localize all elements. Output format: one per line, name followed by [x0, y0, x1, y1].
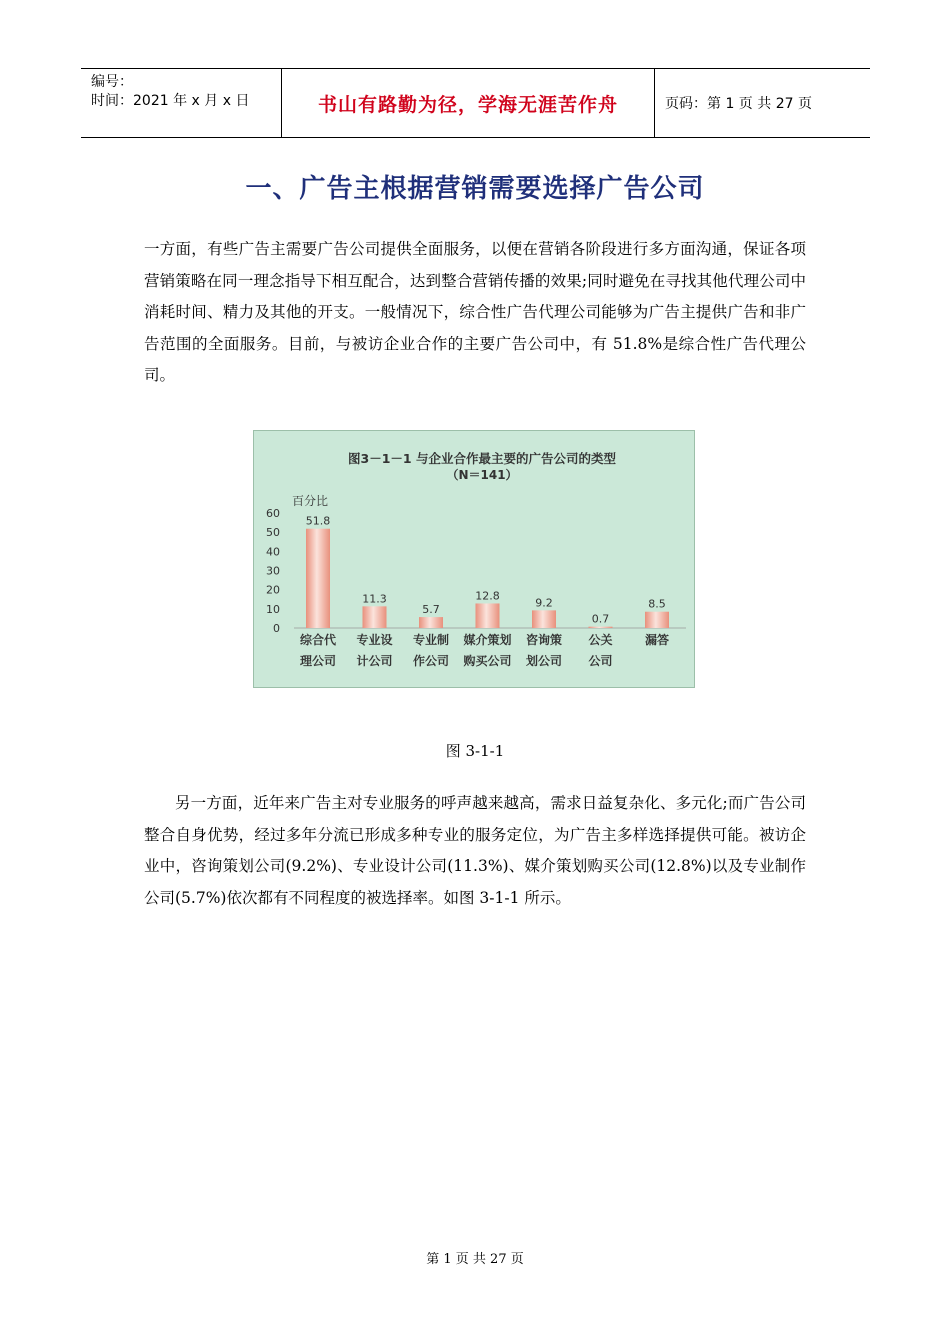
header-page-cell — [655, 69, 870, 137]
chart-title: 图3－1－1 与企业合作最主要的广告公司的类型 — [348, 451, 616, 466]
bars-group — [306, 529, 669, 628]
category-label-3-1: 购买公司 — [463, 654, 512, 668]
category-label-6-0: 漏答 — [644, 633, 670, 647]
category-label-5-1: 公司 — [588, 654, 613, 668]
y-tick-label-0: 0 — [273, 622, 280, 635]
chart-subtitle: （N＝141） — [446, 468, 518, 482]
y-axis-ticks — [266, 507, 280, 635]
bar-5 — [589, 627, 613, 628]
bar-4 — [532, 610, 556, 628]
category-label-0-1: 理公司 — [299, 654, 337, 668]
y-tick-label-2: 20 — [266, 583, 280, 597]
category-label-1-0: 专业设 — [356, 633, 393, 647]
category-label-2-1: 作公司 — [412, 654, 450, 668]
bar-2 — [419, 617, 443, 628]
bar-6 — [645, 612, 669, 628]
value-label-3: 12.8 — [475, 589, 500, 603]
bar-chart — [254, 431, 694, 687]
bar-0 — [306, 529, 330, 628]
bar-3 — [476, 603, 500, 628]
page-title: 一、广告主根据营销需要选择广告公司 — [245, 174, 705, 204]
category-label-3-0: 媒介策划 — [463, 633, 512, 647]
header-page-info: 页码：第 1 页 共 27 页 — [665, 96, 812, 112]
value-label-6: 8.5 — [648, 597, 666, 611]
header-motto: 书山有路勤为径，学海无涯苦作舟 — [317, 93, 618, 116]
y-tick-label-1: 10 — [266, 602, 280, 616]
value-label-1: 11.3 — [362, 592, 387, 606]
category-label-0-0: 综合代 — [299, 633, 337, 647]
document-date-label: 时间：2021 年 x 月 x 日 — [91, 93, 250, 109]
header-meta — [81, 69, 282, 137]
value-label-4: 9.2 — [535, 596, 553, 610]
y-tick-label-6: 60 — [266, 507, 280, 520]
page-header — [81, 68, 870, 138]
category-label-4-1: 划公司 — [525, 654, 563, 668]
page-footer: 第 1 页 共 27 页 — [426, 1252, 524, 1267]
document-number-label: 编号： — [91, 74, 133, 90]
y-tick-label-4: 40 — [266, 545, 280, 559]
category-label-2-0: 专业制 — [412, 633, 450, 647]
value-label-2: 5.7 — [422, 603, 440, 617]
y-tick-label-5: 50 — [266, 526, 280, 540]
header-motto-cell — [282, 69, 655, 137]
paragraph-1: 一方面，有些广告主需要广告公司提供全面服务，以便在营销各阶段进行多方面沟通，保证各项营销策略在同一理念指导下相互配合，达到整合营销传播的效果;同时避免在寻找其他代理公司中消耗时间、精力及其他的开支。一般情况下，综合性广告代理公司能够为广告主提供广告和非广告范围的全面服务。目前，与被访企业合作的主要广告公司中，有 51.8%是综合性广告代理公司。 — [144, 240, 806, 384]
y-tick-label-3: 30 — [266, 564, 280, 578]
paragraph-2: 另一方面，近年来广告主对专业服务的呼声越来越高，需求日益复杂化、多元化;而广告公司整合自身优势，经过多年分流已形成多种专业的服务定位，为广告主多样选择提供可能。被访企业中，咨询策划公司(9.2%)、专业设计公司(11.3%)、媒介策划购买公司(12.8%)以及专业制作公司(5.7%)依次都有不同程度的被选择率。如图 3-1-1 所示。 — [144, 794, 806, 907]
category-label-4-0: 咨询策 — [525, 633, 563, 647]
figure-caption: 图 3-1-1 — [445, 742, 505, 760]
category-label-1-1: 计公司 — [356, 654, 393, 668]
value-label-0: 51.8 — [305, 514, 331, 528]
category-label-5-0: 公关 — [588, 633, 613, 647]
y-axis-label: 百分比 — [292, 494, 329, 508]
bar-1 — [363, 606, 387, 628]
value-label-5: 0.7 — [591, 612, 610, 626]
chart-figure — [253, 430, 695, 688]
category-labels-group — [300, 632, 669, 668]
